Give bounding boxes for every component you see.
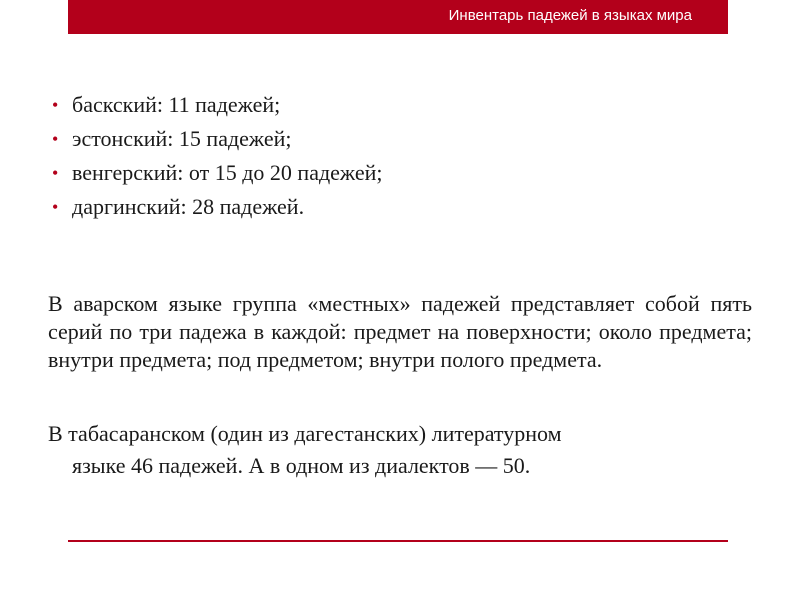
list-item [52, 196, 382, 218]
tabasaran-line-1: В табасаранском (один из дагестанских) литературном [48, 421, 562, 446]
list-item-text: даргинский: 28 падежей. [72, 194, 305, 219]
list-item-text: венгерский: от 15 до 20 падежей; [72, 160, 383, 185]
bullet-icon: • [52, 197, 59, 217]
list-item [52, 94, 382, 116]
avar-paragraph: В аварском языке группа «местных» падежей представляет собой пять серий по три падежа в каждой: предмет на поверхности; около предмета; внутри предмета; под предметом; внутри полого предмета. [48, 291, 752, 372]
header-bar [68, 0, 728, 34]
tabasaran-paragraph [48, 420, 752, 480]
list-item-text: эстонский: 15 падежей; [72, 126, 292, 151]
tabasaran-line-2: языке 46 падежей. А в одном из диалектов — 50. [72, 453, 531, 478]
list-item [52, 128, 382, 150]
slide-title: Инвентарь падежей в языках мира [448, 7, 692, 24]
bullet-icon: • [52, 163, 59, 183]
case-count-list [52, 94, 382, 230]
bullet-icon: • [52, 95, 59, 115]
bullet-icon: • [52, 129, 59, 149]
list-item-text: баскский: 11 падежей; [72, 92, 281, 117]
list-item [52, 162, 382, 184]
footer-divider [68, 540, 728, 542]
